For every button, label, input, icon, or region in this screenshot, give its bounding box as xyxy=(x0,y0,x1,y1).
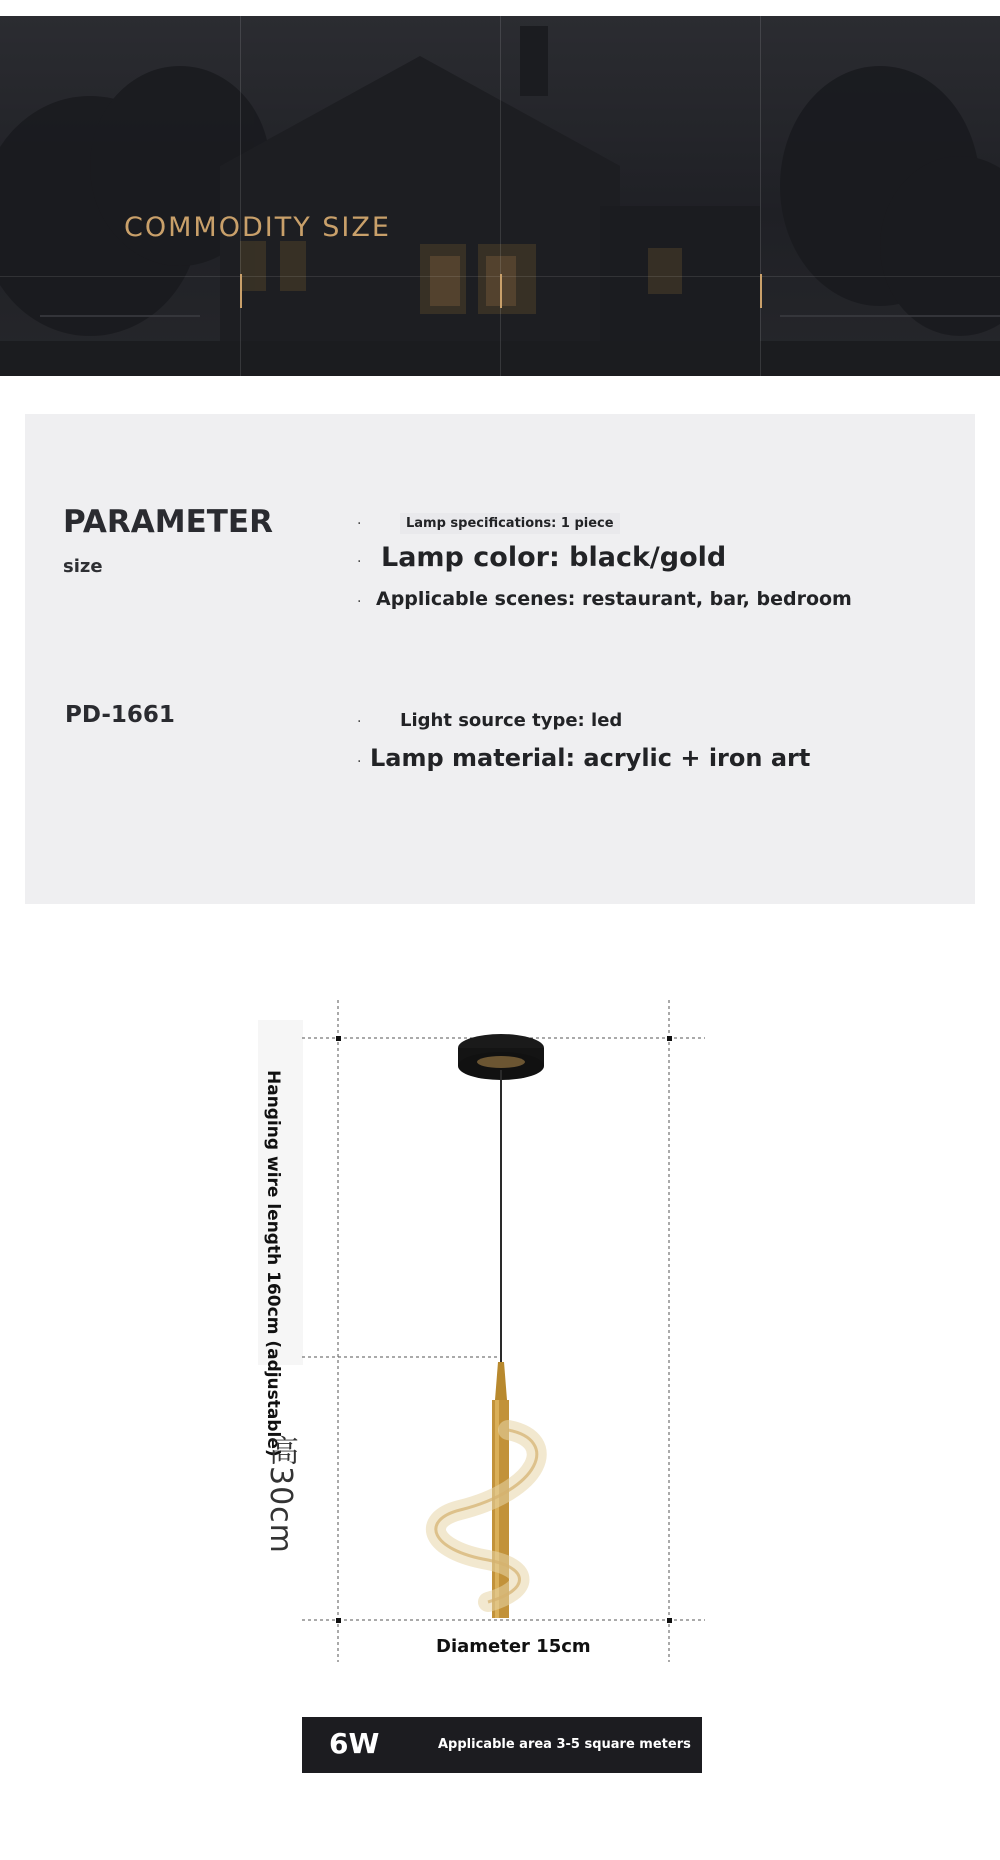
commodity-size-banner xyxy=(0,16,1000,376)
banner-grid-line xyxy=(500,16,501,376)
model-number: PD-1661 xyxy=(65,702,175,728)
spec-color: Lamp color: black/gold xyxy=(381,542,727,573)
wattage: 6W xyxy=(329,1727,380,1760)
spec-material: Lamp material: acrylic + iron art xyxy=(370,744,811,772)
bullet: · xyxy=(357,594,362,610)
gold-tick xyxy=(500,274,502,308)
parameter-panel xyxy=(25,414,975,904)
height-label: 高30cm xyxy=(263,1435,298,1554)
dimension-drawing xyxy=(0,990,1000,1690)
parameter-heading: PARAMETER xyxy=(63,504,273,540)
gold-tick xyxy=(240,274,242,308)
bullet: · xyxy=(357,714,362,730)
bullet: · xyxy=(357,554,362,570)
power-info-bar xyxy=(302,1717,702,1773)
gold-tick xyxy=(760,274,762,308)
applicable-area: Applicable area 3-5 square meters xyxy=(438,1737,691,1752)
spec-light-source: Light source type: led xyxy=(400,710,623,731)
wire-length-label: Hanging wire length 160cm (adjustable) xyxy=(263,1070,283,1457)
spec-scenes: Applicable scenes: restaurant, bar, bedroom xyxy=(376,588,852,610)
parameter-subheading: size xyxy=(63,556,103,577)
banner-grid-line xyxy=(240,16,241,376)
bullet: · xyxy=(357,754,362,770)
bullet: · xyxy=(357,516,362,532)
banner-grid-line xyxy=(760,16,761,376)
lamp-illustration xyxy=(0,990,1000,1690)
banner-title: COMMODITY SIZE xyxy=(124,212,391,243)
spec-specifications: Lamp specifications: 1 piece xyxy=(400,513,620,534)
diameter-label: Diameter 15cm xyxy=(436,1636,591,1657)
